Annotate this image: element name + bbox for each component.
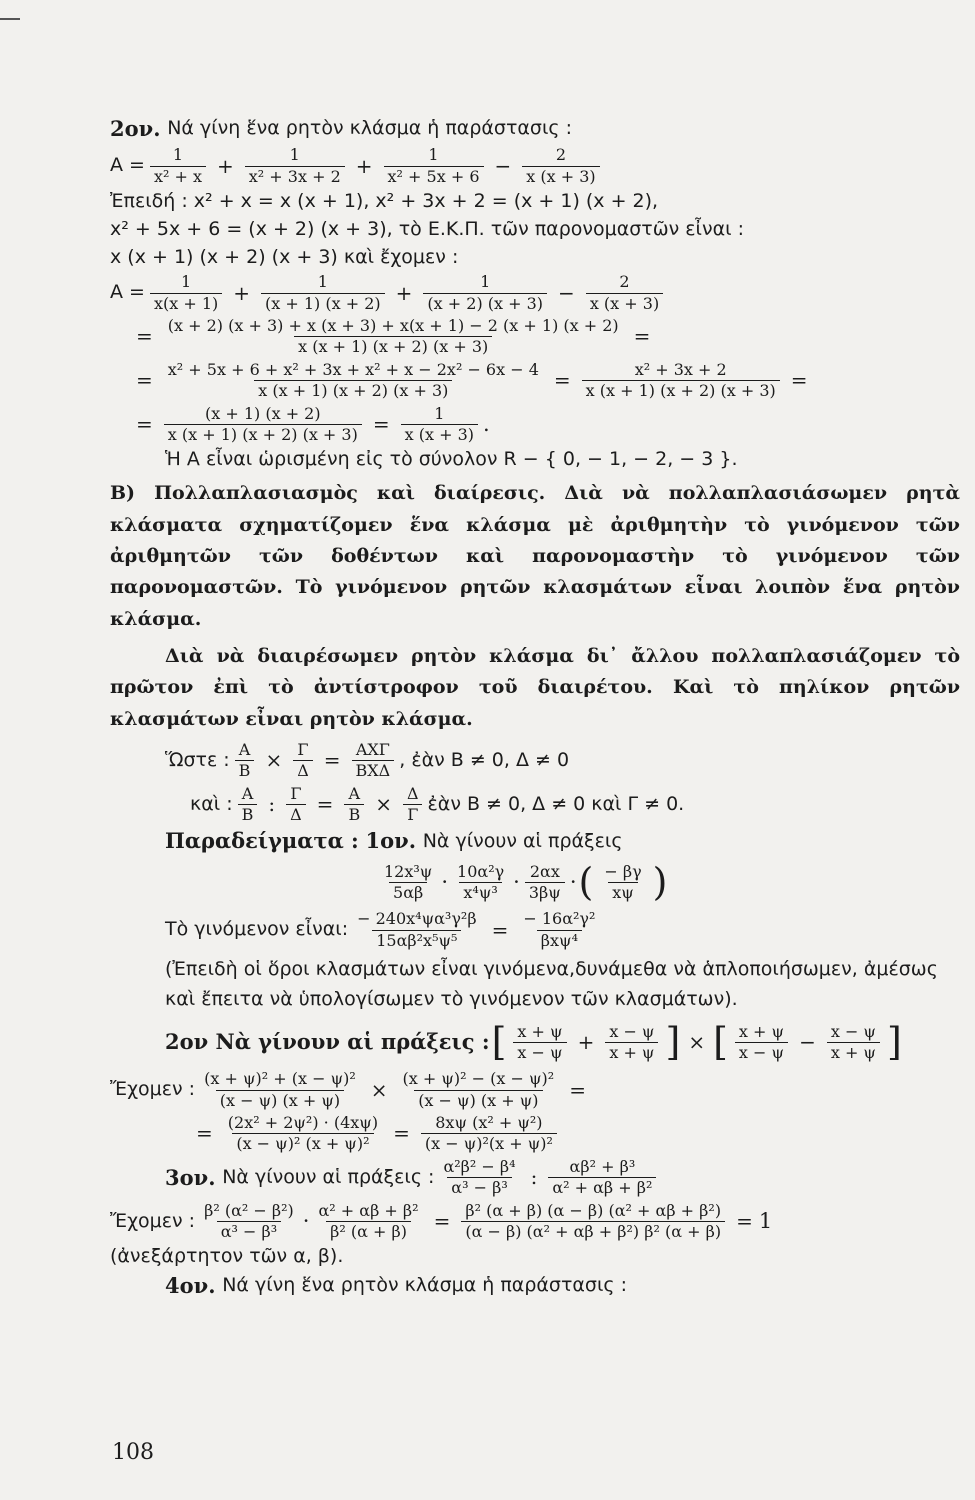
hence-label: Ὥστε :: [165, 748, 230, 771]
have-label: Ἔχομεν :: [110, 1078, 196, 1101]
fraction: $\frac{1}{(x + 2) (x + 3)}$: [423, 273, 547, 313]
and-label: καὶ :: [190, 792, 233, 815]
example-1-label: 1ον.: [365, 828, 417, 854]
ex2-lhs: A =: [110, 154, 145, 177]
example-2-step-2: = $\frac{\text{(2x² + 2ψ²) · (4xψ)}}{\text{(x − ψ)² (x + ψ)²}}$ = $\frac{\text{8xψ (x² + ψ²)}}{\text{(x − ψ)²(x + ψ)²}}$: [110, 1114, 960, 1154]
fraction: $\frac{1}{\text{x² + 3x + 2}}$: [245, 146, 345, 186]
example-1-text: Νὰ γίνουν αἱ πράξεις: [422, 829, 623, 852]
fraction: $\frac{2\alpha x}{3\beta\psi}$: [525, 863, 565, 903]
ex2-combined-2: = $\frac{\text{x² + 5x + 6 + x² + 3x + x² + x − 2x² − 6x − 4}}{x (x + 1) (x + 2) (x + 3)}$ = $\frac{\text{x² + 3x + 2}}{x (x + 1) (x + 2) (x + 3)}$ =: [136, 359, 808, 401]
ex2-heading: [110, 116, 960, 142]
fraction: $\frac{x - \psi}{x + \psi}$: [605, 1023, 658, 1063]
example-3-result: 1: [758, 1209, 773, 1234]
ex2-combined-1: = $\frac{(x + 2) (x + 3) + x (x + 3) + x(x + 1) - 2 (x + 1) (x + 2)}{x (x + 1) (x + 2) (x + 3)}$ =: [136, 316, 651, 357]
fraction: $\frac{\text{β² (α² − β²)}}{\text{α³ − β³}}$: [204, 1200, 294, 1242]
page-number: 108: [112, 1440, 154, 1465]
fraction: $\frac{(x + 2) (x + 3) + x (x + 3) + x(x + 1) - 2 (x + 1) (x + 2)}{x (x + 1) (x + 2) (x + 3)}$: [167, 316, 619, 357]
fraction: $\frac{\Delta}{\Gamma}$: [403, 785, 423, 825]
fraction: $\frac{x - \psi}{x + \psi}$: [827, 1023, 880, 1063]
fraction: $\frac{2}{x (x + 3)}$: [586, 273, 663, 313]
have-label: Ἔχομεν :: [110, 1209, 196, 1232]
fraction: $\frac{(x + 1) (x + 2)}{x (x + 1) (x + 2) (x + 3)}$: [164, 405, 362, 445]
multiplication-rule: Ὥστε : $\frac{A}{B}$ × $\frac{\Gamma}{\Delta}$ = $\frac{\text{ΑΧΓ}}{\text{ΒΧΔ}}$ , ἐὰν Β ≠ 0, Δ ≠ 0: [165, 739, 570, 781]
division-rule: καὶ : $\frac{A}{B}$ : $\frac{\Gamma}{\Delta}$ = $\frac{A}{B}$ × $\frac{\Delta}{\Gamma}$ ἐὰν Β ≠ 0, Δ ≠ 0 καὶ Γ ≠ 0.: [190, 783, 685, 825]
ex2-label: 2ον.: [110, 116, 161, 141]
section-b-paragraph-2: Διὰ νὰ διαιρέσωμεν ρητὸν κλάσμα δι᾽ ἄλλου πολλαπλασιάζομεν τὸ πρῶτον ἐπὶ τὸ ἀντίστροφον τοῦ διαιρέτου. Καὶ τὸ πηλίκον ρητῶν κλασμάτων εἶναι ρητὸν κλάσμα.: [110, 644, 960, 730]
ex2-combined-3: = $\frac{(x + 1) (x + 2)}{x (x + 1) (x + 2) (x + 3)}$ = $\frac{1}{x (x + 3)}$ .: [136, 403, 490, 445]
product-label: Τὸ γινόμενον εἶναι:: [165, 918, 349, 941]
example-4-label: 4ον.: [165, 1273, 216, 1299]
fraction: $\frac{\text{(x + ψ)² − (x − ψ)²}}{(x - \psi) (x + \psi)}$: [402, 1069, 555, 1110]
page-corner-mark: [0, 18, 20, 20]
example-3-label: 3ον.: [165, 1164, 216, 1190]
example-3-text: Νὰ γίνουν αἱ πράξεις :: [222, 1165, 435, 1188]
ex2-text: Νά γίνη ἕνα ρητὸν κλάσμα ἡ παράστασις :: [167, 117, 572, 140]
ex2-rewritten: A = $\frac{1}{x(x + 1)}$ + $\frac{1}{(x + 1) (x + 2)}$ + $\frac{1}{(x + 2) (x + 3)}$ − $\frac{2}{x (x + 3)}$: [110, 273, 960, 313]
ex2-lhs: A =: [110, 281, 145, 304]
fraction: $\frac{\text{αβ² + β³}}{\text{α² + αβ + β²}}$: [548, 1158, 656, 1198]
fraction: $\frac{\text{(2x² + 2ψ²) · (4xψ)}}{\text{(x − ψ)² (x + ψ)²}}$: [227, 1113, 379, 1154]
fraction: $\frac{A}{B}$: [235, 741, 255, 781]
fraction: $\frac{\text{10α²γ}}{\text{x⁴ψ³}}$: [457, 861, 505, 902]
fraction: $\frac{1}{x(x + 1)}$: [150, 273, 222, 313]
fraction: $\frac{\text{− 16α²γ²}}{\text{βxψ⁴}}$: [523, 909, 596, 950]
example-1-note: (Ἐπειδὴ οἱ ὅροι κλασμάτων εἶναι γινόμενα,δυνάμεθα νὰ ἁπλοποιήσωμεν, ἀμέσως καὶ ἔπειτα νὰ ὑπολογίσωμεν τὸ γινόμενον τῶν κλασμάτων).: [165, 958, 938, 1011]
example-1-expression: $\frac{\text{12x³ψ}}{5\alpha\beta}$ · $\frac{\text{10α²γ}}{\text{x⁴ψ³}}$ · $\frac{2\alpha x}{3\beta\psi}$ · ( $\frac{- \beta\gamma}{x\psi}$ ): [110, 859, 960, 907]
fraction: $\frac{\text{8xψ (x² + ψ²)}}{\text{(x − ψ)²(x + ψ)²}}$: [421, 1114, 557, 1154]
example-2-label: 2ον Νὰ γίνουν αἱ πράξεις :: [165, 1029, 490, 1055]
ex2-domain: Ἡ Α εἶναι ὡρισμένη εἰς τὸ σύνολον R − { 0, − 1, − 2, − 3 }.: [165, 448, 738, 471]
fraction: $\frac{1}{\text{x² + x}}$: [150, 146, 206, 186]
examples-label: Παραδείγματα :: [165, 828, 359, 854]
fraction: $\frac{\text{α² + αβ + β²}}{\text{β² (α + β)}}$: [318, 1200, 419, 1242]
fraction: $\frac{x + \psi}{x - \psi}$: [735, 1023, 788, 1063]
example-4-text: Νά γίνη ἕνα ρητὸν κλάσμα ἡ παράστασις :: [222, 1274, 627, 1297]
example-2-step-1: Ἔχομεν : $\frac{\text{(x + ψ)² + (x − ψ)²}}{(x - \psi) (x + \psi)}$ × $\frac{\text{(x + ψ)² − (x − ψ)²}}{(x - \psi) (x + \psi)}$ =: [110, 1069, 586, 1110]
example-2-heading: 2ον Νὰ γίνουν αἱ πράξεις : [ $\frac{x + \psi}{x - \psi}$ + $\frac{x - \psi}{x + \psi}$ ] × [ $\frac{x + \psi}{x - \psi}$ − $\frac{x - \psi}{x + \psi}$ ]: [165, 1019, 902, 1064]
example-3-heading: 3ον. Νὰ γίνουν αἱ πράξεις : $\frac{\text{α²β² − β⁴}}{\text{α³ − β³}}$ : $\frac{\text{αβ² + β³}}{\text{α² + αβ + β²}}$: [110, 1158, 960, 1198]
ex2-since-line-2: x² + 5x + 6 = (x + 2) (x + 3), τὸ Ε.Κ.Π. τῶν παρονομαστῶν εἶναι :: [110, 217, 744, 240]
fraction: $\frac{- \beta\gamma}{x\psi}$: [604, 861, 642, 902]
fraction: $\frac{1}{\text{x² + 5x + 6}}$: [384, 146, 484, 186]
example-3-solution: Ἔχομεν : $\frac{\text{β² (α² − β²)}}{\text{α³ − β³}}$ · $\frac{\text{α² + αβ + β²}}{\text{β² (α + β)}}$ = $\frac{\text{β² (α + β) (α − β) (α² + αβ + β²)}}{\text{(α − β) (α² + αβ + β²) β² (α + β)}}$ = 1: [110, 1200, 773, 1242]
fraction: $\frac{2}{x (x + 3)}$: [522, 146, 599, 186]
fraction: $\frac{\text{(x + ψ)² + (x − ψ)²}}{(x - \psi) (x + \psi)}$: [204, 1069, 356, 1110]
fraction: $\frac{1}{x (x + 3)}$: [401, 405, 478, 445]
fraction: $\frac{\text{x² + 3x + 2}}{x (x + 1) (x + 2) (x + 3)}$: [582, 361, 780, 401]
fraction: $\frac{\text{12x³ψ}}{5\alpha\beta}$: [384, 861, 433, 902]
page-body: [110, 112, 960, 1303]
fraction: $\frac{x + \psi}{x - \psi}$: [513, 1023, 566, 1063]
fraction: $\frac{\text{α²β² − β⁴}}{\text{α³ − β³}}$: [443, 1156, 516, 1198]
fraction: $\frac{\text{x² + 5x + 6 + x² + 3x + x² + x − 2x² − 6x − 4}}{x (x + 1) (x + 2) (x + 3)}$: [167, 359, 539, 401]
section-b-paragraph-1: Β) Πολλαπλασιασμὸς καὶ διαίρεσις. Διὰ νὰ πολλαπλασιάσωμεν ρητὰ κλάσματα σχηματίζομεν ἕνα κλάσμα μὲ ἀριθμητὴν τὸ γινόμενον τῶν ἀριθμητῶν τῶν δοθέντων καὶ παρονομαστὴν τὸ γινόμενον τῶν παρονομαστῶν. Τὸ γινόμενον ρητῶν κλασμάτων εἶναι λοιπὸν ἕνα ρητὸν κλάσμα.: [110, 482, 960, 630]
ex2-since-line-1: Ἐπειδή : x² + x = x (x + 1), x² + 3x + 2 = (x + 1) (x + 2),: [110, 190, 659, 213]
example-1-product: Τὸ γινόμενον εἶναι: $\frac{\text{− 240x⁴ψα³γ²β}}{\text{15αβ²x⁵ψ⁵}}$ = $\frac{\text{− 16α²γ²}}{\text{βxψ⁴}}$: [110, 910, 960, 950]
ex2-since-line-3: x (x + 1) (x + 2) (x + 3) καὶ ἔχομεν :: [110, 245, 459, 268]
fraction: $\frac{\text{ΑΧΓ}}{\text{ΒΧΔ}}$: [352, 741, 395, 781]
fraction: $\frac{\text{β² (α + β) (α − β) (α² + αβ + β²)}}{\text{(α − β) (α² + αβ + β²) β² (α + β)}}$: [461, 1202, 725, 1242]
fraction: $\frac{1}{(x + 1) (x + 2)}$: [261, 273, 385, 313]
fraction: $\frac{\text{− 240x⁴ψα³γ²β}}{\text{15αβ²x⁵ψ⁵}}$: [357, 909, 477, 950]
ex2-expression: A = $\frac{1}{\text{x² + x}}$ + $\frac{1}{\text{x² + 3x + 2}}$ + $\frac{1}{\text{x² + 5x + 6}}$ − $\frac{2}{x (x + 3)}$: [110, 146, 960, 186]
condition-2: ἐὰν Β ≠ 0, Δ ≠ 0 καὶ Γ ≠ 0.: [427, 792, 685, 815]
fraction: $\frac{A}{B}$: [238, 785, 258, 825]
example-3-note: (ἀνεξάρτητον τῶν α, β).: [110, 1245, 344, 1268]
condition-1: , ἐὰν Β ≠ 0, Δ ≠ 0: [399, 748, 570, 771]
fraction: $\frac{A}{B}$: [344, 785, 364, 825]
examples-heading: [110, 828, 960, 854]
example-4-heading: [110, 1273, 960, 1299]
fraction: $\frac{\Gamma}{\Delta}$: [286, 785, 306, 825]
fraction: $\frac{\Gamma}{\Delta}$: [293, 741, 313, 781]
